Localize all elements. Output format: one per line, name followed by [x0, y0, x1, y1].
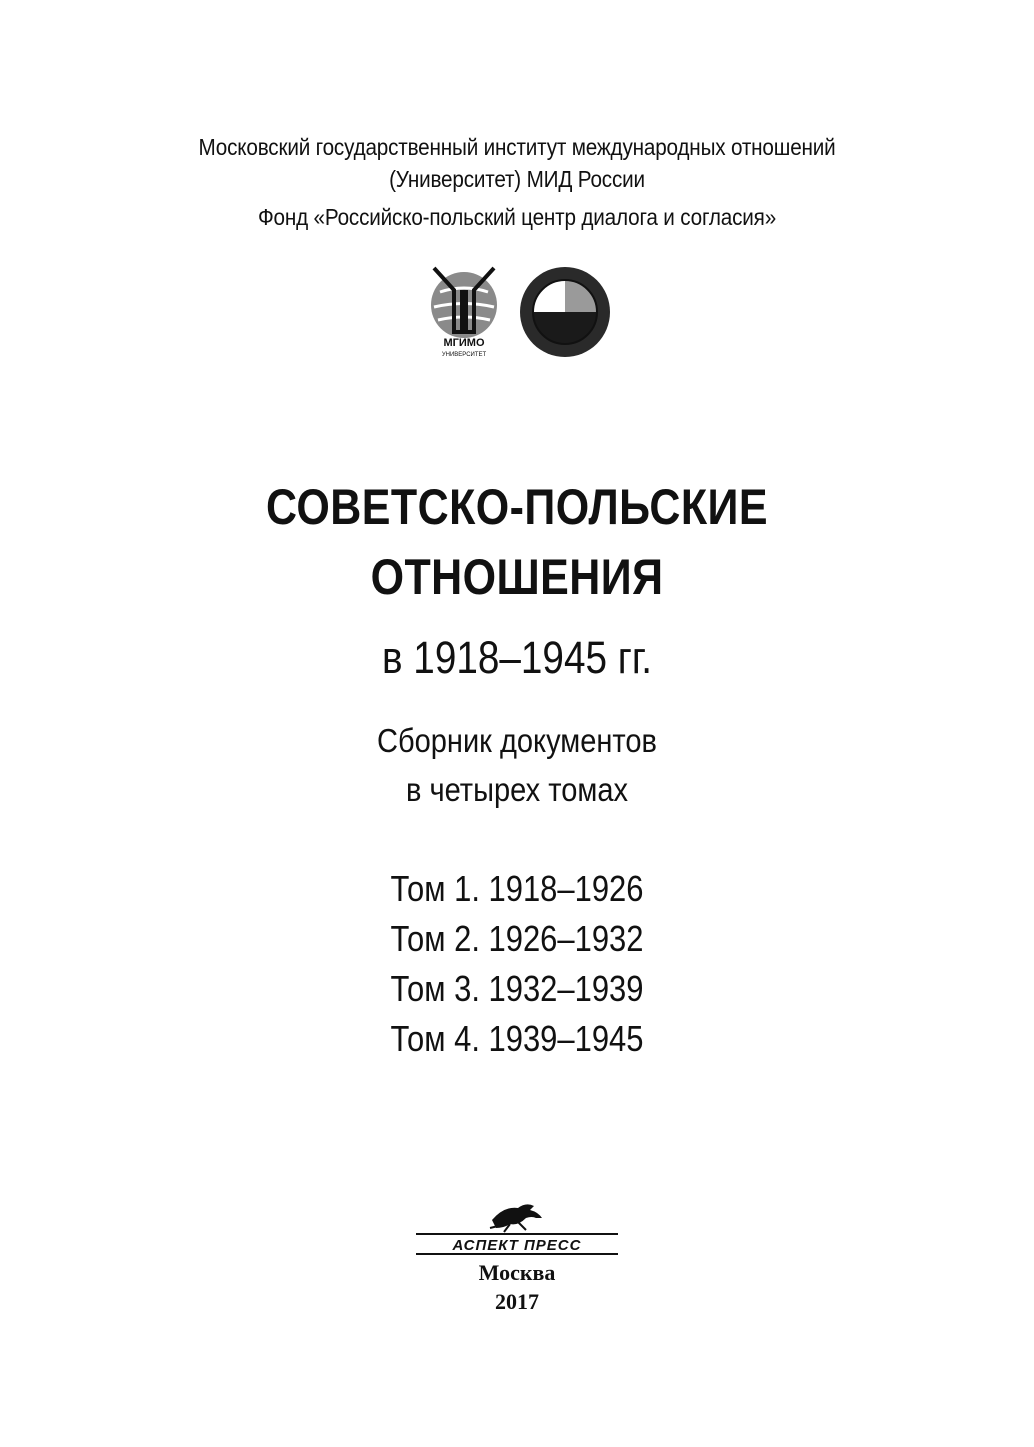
logos-block: [420, 262, 620, 362]
volume-4: Том 4. 1939–1945: [390, 1018, 644, 1059]
title-line-1: СОВЕТСКО-ПОЛЬСКИЕ: [266, 479, 768, 535]
publisher-city: Москва: [478, 1260, 556, 1285]
foundation-line: Фонд «Российско-польский центр диалога и согласия»: [257, 204, 777, 230]
publisher-name: АСПЕКТ ПРЕСС: [452, 1237, 582, 1254]
publisher-svg: [414, 1198, 620, 1260]
institution-line-2: (Университет) МИД России: [389, 166, 645, 192]
volume-3: Том 3. 1932–1939: [390, 968, 644, 1009]
institution-line-1: Московский государственный институт международных отношений: [198, 134, 836, 160]
subtitle-line-1: Сборник документов: [377, 722, 657, 759]
logos-svg: [420, 262, 620, 362]
fund-seal: [520, 267, 610, 357]
volume-1: Том 1. 1918–1926: [390, 868, 644, 909]
mgimo-logo: [431, 268, 497, 358]
title-years: в 1918–1945 гг.: [381, 632, 653, 683]
publisher-logo: [414, 1198, 620, 1260]
publication-year: 2017: [495, 1289, 539, 1314]
title-line-2: ОТНОШЕНИЯ: [370, 549, 664, 605]
mgimo-subtitle: УНИВЕРСИТЕТ: [441, 352, 487, 358]
volume-2: Том 2. 1926–1932: [390, 918, 644, 959]
mgimo-name: МГИМО: [443, 337, 485, 349]
horse-icon: [490, 1204, 542, 1232]
subtitle-line-2: в четырех томах: [405, 771, 629, 808]
